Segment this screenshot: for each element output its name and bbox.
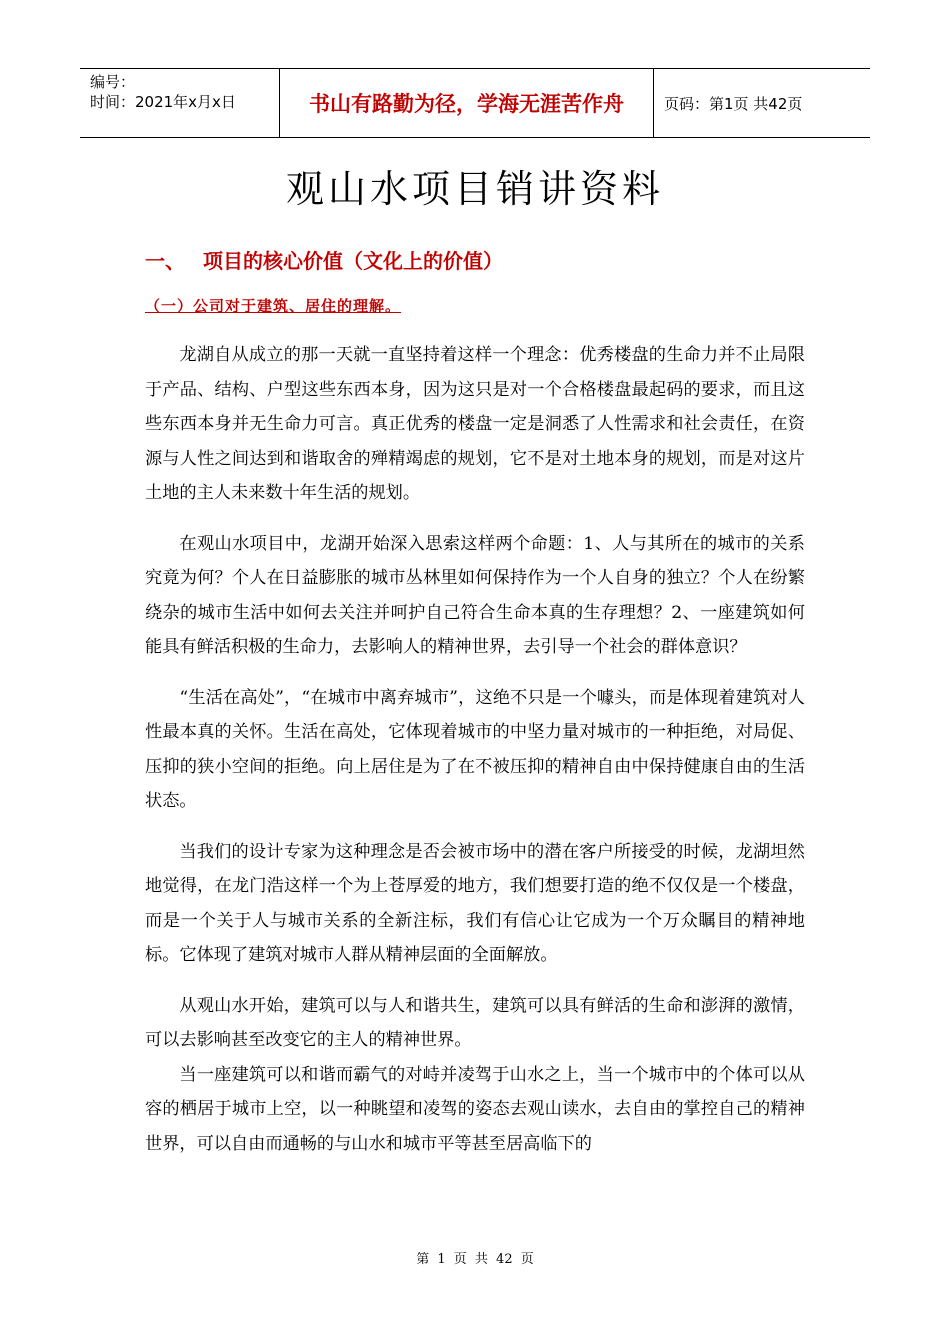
paragraph: 当我们的设计专家为这种理念是否会被市场中的潜在客户所接受的时候，龙湖坦然地觉得，在龙门浩这样一个为上苍厚爱的地方，我们想要打造的绝不仅仅是一个楼盘，而是一个关于人与城市关系的全新注标，我们有信心让它成为一个万众瞩目的精神地标。它体现了建筑对城市人群从精神层面的全面解放。 xyxy=(145,841,805,965)
paragraph: 当一座建筑可以和谐而霸气的对峙并凌驾于山水之上，当一个城市中的个体可以从容的栖居于城市上空，以一种眺望和凌驾的姿态去观山读水，去自由的掌控自己的精神世界，可以自由而通畅的与山水和城市平等甚至居高临下的 xyxy=(145,1064,805,1154)
paragraph: “生活在高处”，“在城市中离弃城市”，这绝不只是一个噱头，而是体现着建筑对人性最本真的关怀。生活在高处，它体现着城市的中坚力量对城市的一种拒绝，对局促、压抑的狭小空间的拒绝。向上居住是为了在不被压抑的精神自由中保持健康自由的生活状态。 xyxy=(145,687,805,811)
paragraph: 在观山水项目中，龙湖开始深入思索这样两个命题：1、人与其所在的城市的关系究竟为何？个人在日益膨胀的城市丛林里如何保持作为一个人自身的独立？个人在纷繁绕杂的城市生活中如何去关注并呵护自己符合生命本真的生存理想？2、一座建筑如何能具有鲜活积极的生命力，去影响人的精神世界，去引导一个社会的群体意识？ xyxy=(145,533,805,657)
section-title: 项目的核心价值（文化上的价值） xyxy=(203,249,503,273)
header-page-info: 页码：第1页 共42页 xyxy=(664,94,803,113)
body-text xyxy=(145,338,805,1161)
page-header xyxy=(80,68,870,138)
page-footer: 第 1 页 共 42 页 xyxy=(416,1252,534,1267)
paragraph: 龙湖自从成立的那一天就一直坚持着这样一个理念：优秀楼盘的生命力并不止局限于产品、结构、户型这些东西本身，因为这只是对一个合格楼盘最起码的要求，而且这些东西本身并无生命力可言。真正优秀的楼盘一定是洞悉了人性需求和社会责任，在资源与人性之间达到和谐取舍的殚精竭虑的规划，它不是对土地本身的规划，而是对这片土地的主人未来数十年生活的规划。 xyxy=(145,345,805,503)
header-meta xyxy=(80,69,280,137)
paragraph: 从观山水开始，建筑可以与人和谐共生，建筑可以具有鲜活的生命和澎湃的激情，可以去影响甚至改变它的主人的精神世界。 xyxy=(145,995,805,1050)
document-title: 观山水项目销讲资料 xyxy=(285,167,664,211)
time-label: 时间：2021年x月x日 xyxy=(90,93,236,111)
number-label: 编号： xyxy=(90,73,136,91)
section-number: 一、 xyxy=(145,249,185,273)
section-heading xyxy=(145,245,503,274)
header-motto: 书山有路勤为径，学海无涯苦作舟 xyxy=(280,69,654,137)
subsection-heading: （一）公司对于建筑、居住的理解。 xyxy=(145,297,402,315)
